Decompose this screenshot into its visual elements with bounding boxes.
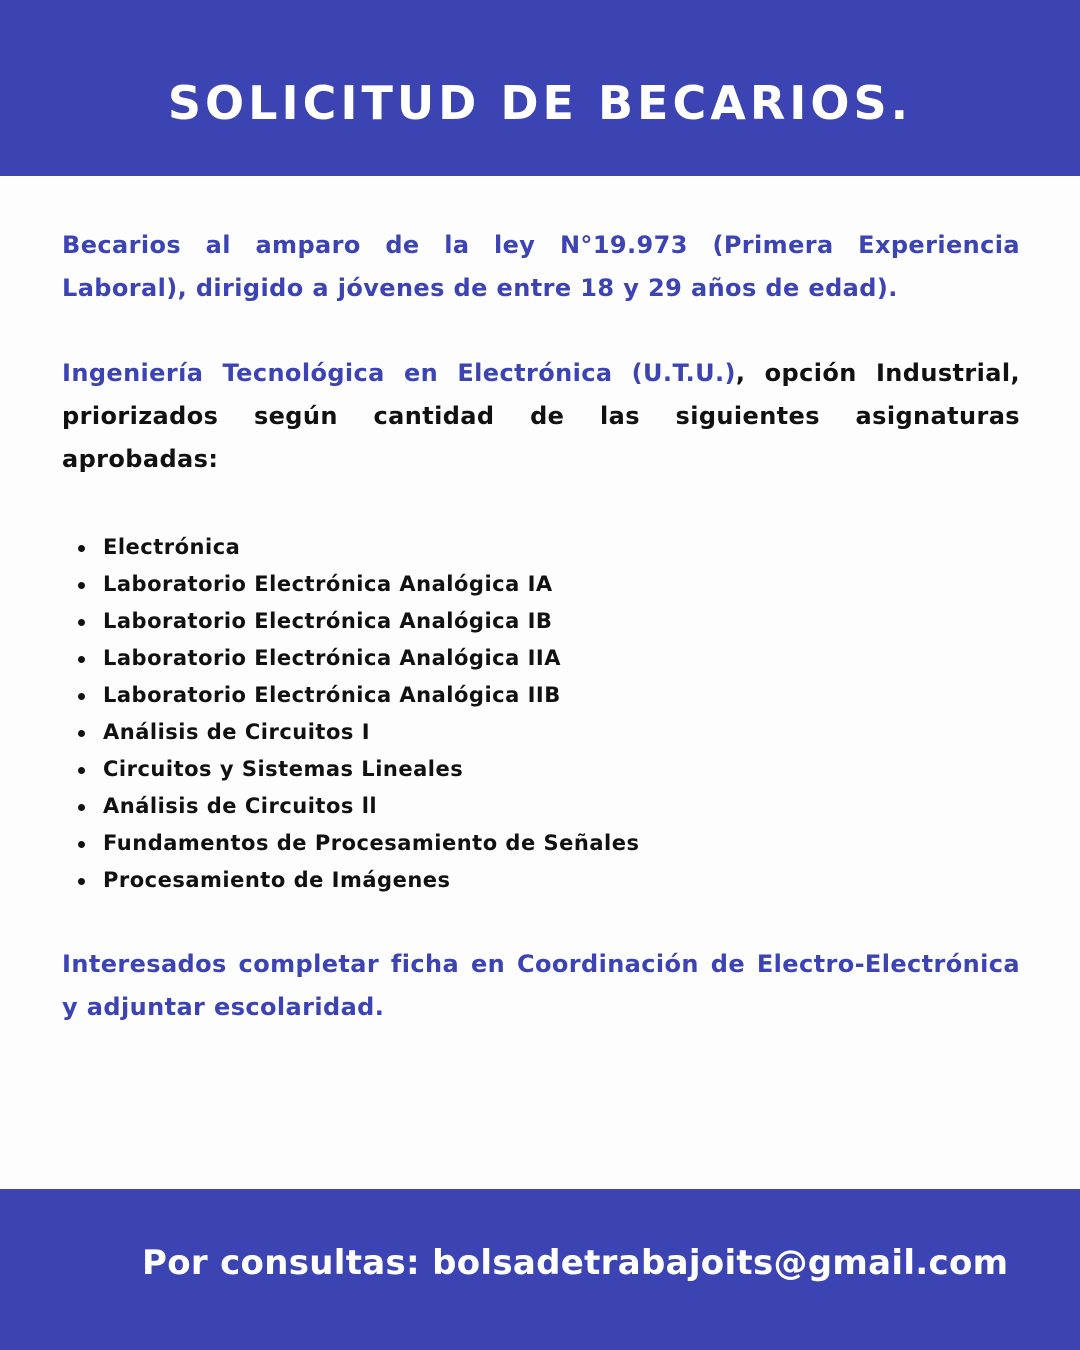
list-item	[76, 677, 1020, 714]
list-item	[76, 788, 1020, 825]
list-item	[76, 825, 1020, 862]
instructions-paragraph: Interesados completar ficha en Coordinación de Electro-Electrónica y adjuntar escolaridad.	[62, 950, 1020, 1021]
list-item	[76, 529, 1020, 566]
bullet-icon	[78, 693, 85, 700]
subject-label: Fundamentos de Procesamiento de Señales	[103, 831, 640, 855]
bullet-icon	[78, 804, 85, 811]
subject-label: Procesamiento de Imágenes	[103, 868, 451, 892]
contact-email: Por consultas: bolsadetrabajoits@gmail.com	[142, 1243, 1009, 1283]
list-item	[76, 862, 1020, 899]
career-paragraph	[62, 352, 1020, 481]
intro-paragraph: Becarios al amparo de la ley N°19.973 (Primera Experiencia Laboral), dirigido a jóvenes de entre 18 y 29 años de edad).	[62, 231, 1020, 302]
bullet-icon	[78, 878, 85, 885]
subject-label: Laboratorio Electrónica Analógica IIB	[103, 683, 561, 707]
subject-label: Laboratorio Electrónica Analógica IB	[103, 609, 553, 633]
career-requirements: , opción Industrial, priorizados según cantidad de las siguientes asignaturas aprobadas:	[62, 359, 1020, 473]
bullet-icon	[78, 841, 85, 848]
career-name: Ingeniería Tecnológica en Electrónica (U.T.U.)	[62, 359, 736, 387]
header-banner	[0, 0, 1080, 176]
bullet-icon	[78, 767, 85, 774]
list-item	[76, 603, 1020, 640]
list-item	[76, 751, 1020, 788]
list-item	[76, 714, 1020, 751]
list-item	[76, 566, 1020, 603]
bullet-icon	[78, 545, 85, 552]
bullet-icon	[78, 656, 85, 663]
subject-list	[62, 529, 1020, 899]
subject-label: Electrónica	[103, 535, 241, 559]
main-content	[62, 224, 1020, 1029]
subject-label: Circuitos y Sistemas Lineales	[103, 757, 464, 781]
bullet-icon	[78, 582, 85, 589]
page-title: SOLICITUD DE BECARIOS.	[167, 76, 913, 130]
footer-banner	[0, 1189, 1080, 1350]
subject-label: Análisis de Circuitos ll	[103, 794, 378, 818]
subject-label: Laboratorio Electrónica Analógica IA	[103, 572, 553, 596]
list-item	[76, 640, 1020, 677]
subject-label: Análisis de Circuitos I	[103, 720, 371, 744]
bullet-icon	[78, 730, 85, 737]
bullet-icon	[78, 619, 85, 626]
subject-label: Laboratorio Electrónica Analógica IIA	[103, 646, 561, 670]
